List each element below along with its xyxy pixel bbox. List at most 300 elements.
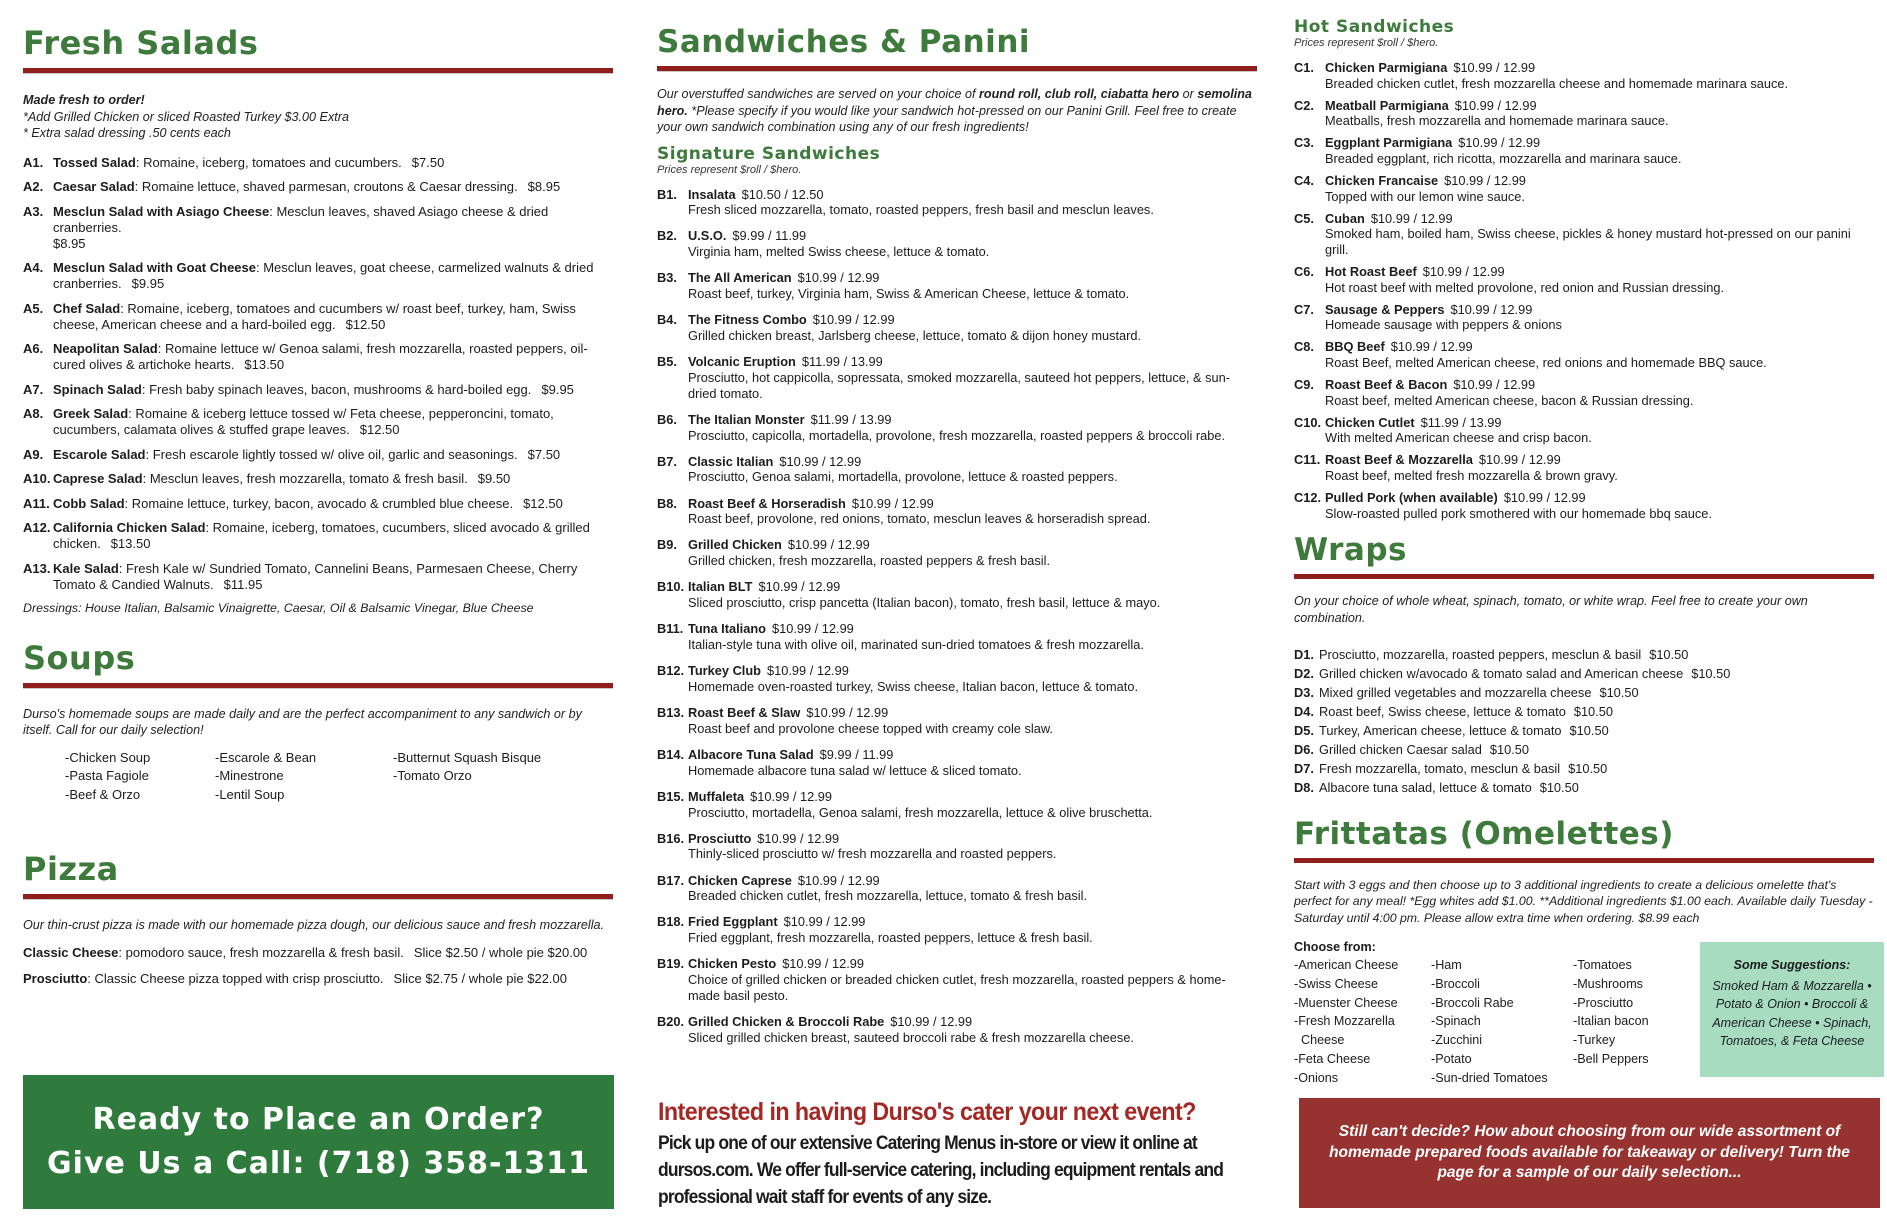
item-body (688, 831, 1056, 863)
item-name: Greek Salad (53, 406, 129, 421)
order-call-box (23, 1075, 614, 1209)
item-head (688, 270, 1129, 286)
item-head (688, 914, 1093, 930)
salads-list (23, 155, 613, 593)
item-code: B12. (657, 663, 685, 679)
item-price: $10.99 / 12.99 (806, 704, 889, 720)
item-code: A1. (23, 154, 44, 170)
intro-text: or (1179, 87, 1198, 101)
soups-intro: Durso's homemade soups are made daily and are the perfect accompaniment to any sandwich or by itself. Call for our daily selection! (23, 706, 582, 737)
ingredient-item: -Sun-dried Tomatoes (1431, 1070, 1548, 1085)
salad-item (23, 204, 613, 252)
sandwich-item (657, 312, 1257, 344)
item-desc: : Fresh Kale w/ Sundried Tomato, Cannelini Beans, Parmesaen Cheese, Cherry Tomato & Candied Walnuts. (53, 560, 578, 592)
item-price: $10.99 / 12.99 (1503, 490, 1586, 506)
sandwich-item (657, 1014, 1257, 1046)
item-head (688, 621, 1144, 637)
item-price: $10.50 (1568, 760, 1608, 776)
item-code: B1. (657, 186, 677, 202)
item-name: Spinach Salad (53, 381, 142, 397)
item-desc: : Romaine lettuce, turkey, bacon, avocado & crumbled blue cheese. (124, 495, 514, 511)
item-desc: Roast beef, provolone, red onions, tomato, mesclun leaves & horseradish spread. (688, 511, 1151, 527)
item-code: A12. (23, 520, 51, 535)
item-desc: Homemade oven-roasted turkey, Swiss cheese, Italian bacon, lettuce & tomato. (688, 678, 1139, 694)
item-code: A8. (23, 406, 44, 421)
item-head (688, 663, 1138, 679)
item-price: $12.50 (523, 495, 563, 511)
item-name: Roast Beef & Bacon (1325, 377, 1448, 393)
frittatas-title: Frittatas (Omelettes) (1294, 815, 1674, 852)
item-desc: With melted American cheese and crisp bacon. (1325, 430, 1592, 446)
item-name: Cuban (1325, 210, 1365, 226)
item-desc: Roast beef, turkey, Virginia ham, Swiss & American Cheese, lettuce & tomato. (688, 286, 1130, 302)
item-name: Chef Salad (53, 300, 121, 316)
item-name: Neapolitan Salad (53, 341, 158, 356)
item-desc: Sliced prosciutto, crisp pancetta (Italian bacon), tomato, fresh basil, lettuce & mayo. (688, 595, 1161, 611)
item-price: $9.99 / 11.99 (819, 746, 894, 762)
item-code: A11. (23, 495, 50, 511)
salads-rule (23, 68, 613, 74)
item-name: Prosciutto (23, 970, 88, 986)
item-desc: Smoked ham, boiled ham, Swiss cheese, pickles & honey mustard hot-pressed on our panini grill. (1325, 226, 1851, 257)
item-name: Chicken Caprese (688, 872, 792, 888)
item-code: B5. (657, 354, 677, 370)
ingredient-item: -Tomatoes (1573, 958, 1632, 973)
item-code: D3. (1294, 685, 1314, 701)
item-code: A7. (23, 381, 44, 397)
item-price: $10.99 / 12.99 (1453, 60, 1536, 75)
item-head (688, 537, 1050, 553)
ingredient-item: -Onions (1294, 1070, 1339, 1085)
item-name: Hot Roast Beef (1325, 264, 1417, 280)
item-price: Slice $2.50 / whole pie $20.00 (413, 944, 588, 960)
item-code: C10. (1294, 414, 1322, 430)
sandwich-item (657, 663, 1257, 695)
item-price: $10.99 / 12.99 (758, 579, 841, 595)
item-desc: Grilled chicken w/avocado & tomato salad and American cheese (1319, 666, 1684, 682)
item-price: $11.99 / 13.99 (801, 354, 883, 370)
item-name: The Italian Monster (688, 411, 805, 427)
item-code: B20. (657, 1014, 685, 1030)
ingredients-col-1 (1294, 956, 1431, 1088)
sandwich-item (657, 187, 1257, 219)
wrap-item (1294, 722, 1874, 741)
hot-item (1294, 490, 1874, 521)
item-name: Cobb Salad (53, 495, 125, 511)
salad-item (23, 301, 613, 333)
hot-item (1294, 264, 1874, 295)
item-name: Roast Beef & Horseradish (688, 495, 846, 511)
item-desc: Roast beef, Swiss cheese, lettuce & tomato (1319, 704, 1566, 720)
item-price: $10.99 / 12.99 (782, 956, 865, 972)
wraps-title: Wraps (1294, 532, 1407, 569)
item-head (688, 831, 1056, 847)
item-desc: Turkey, American cheese, lettuce & tomato (1319, 722, 1562, 738)
item-body (688, 354, 1257, 401)
sandwich-item (657, 270, 1257, 302)
soup-item: -Pasta Fagiole (65, 768, 149, 783)
catering-promo (658, 1098, 1270, 1211)
item-desc: : Mesclun leaves, goat cheese, carmelized walnuts & dried cranberries. (53, 260, 594, 291)
soup-item (393, 786, 593, 805)
sandwiches-intro (657, 86, 1257, 136)
item-desc: : Romaine lettuce w/ Genoa salami, fresh mozzarella, roasted peppers, oil-cured olives & artichoke hearts. (53, 341, 588, 372)
hot-list (1294, 60, 1874, 521)
column-salads (23, 0, 613, 992)
item-desc: Sliced grilled chicken breast, sauteed broccoli rabe & fresh mozzarella cheese. (688, 1029, 1134, 1045)
item-head (688, 496, 1150, 512)
hot-item (1294, 415, 1874, 446)
soup-item: -Lentil Soup (215, 786, 285, 802)
item-price: $10.99 / 12.99 (797, 872, 880, 888)
sandwich-item (657, 914, 1257, 946)
pizza-rule (23, 894, 613, 900)
signature-note: Prices represent $roll / $hero. (657, 163, 802, 176)
pizza-item (23, 966, 613, 992)
item-code: D4. (1294, 704, 1314, 720)
ingredient-item: -Zucchini (1431, 1033, 1483, 1048)
soup-item: -Minestrone (215, 768, 284, 783)
ingredient-item: -Potato (1431, 1052, 1472, 1067)
item-desc: : Romaine & iceberg lettuce tossed w/ Feta cheese, pepperoncini, tomato, cucumbers, calamata olives & stuffed grape leaves. (53, 406, 554, 437)
soup-item: -Escarole & Bean (215, 749, 317, 765)
item-desc: : Romaine, iceberg, tomatoes and cucumbers. (135, 154, 402, 170)
item-body (1325, 98, 1669, 129)
item-body (1325, 173, 1526, 204)
item-code: A5. (23, 300, 44, 316)
item-body (1319, 665, 1730, 684)
hot-item (1294, 339, 1874, 370)
item-head (688, 873, 1087, 889)
item-body (1325, 452, 1618, 483)
salad-item (23, 471, 613, 487)
choose-label: Choose from: (1294, 940, 1376, 955)
item-desc: Breaded chicken cutlet, fresh mozzarella cheese and homemade marinara sauce. (1325, 75, 1789, 91)
item-name: Muffaleta (688, 788, 745, 804)
item-body (1319, 703, 1613, 722)
item-price: $10.99 / 12.99 (750, 788, 833, 804)
intro-bread-options: round roll, club roll, ciabatta hero (979, 87, 1180, 101)
item-head (688, 312, 1141, 328)
item-name: Classic Italian (688, 453, 774, 469)
item-code: C7. (1294, 301, 1314, 317)
wraps-intro: On your choice of whole wheat, spinach, tomato, or white wrap. Feel free to create your own combination. (1294, 594, 1808, 625)
item-price: $10.99 / 12.99 (890, 1014, 973, 1030)
item-head (688, 412, 1225, 428)
hot-item (1294, 452, 1874, 483)
item-desc: : Fresh baby spinach leaves, bacon, mushrooms & hard-boiled egg. (141, 381, 532, 397)
item-price: $10.50 (1649, 647, 1689, 663)
intro-text: *Please specify if you would like your sandwich hot-pressed on our Panini Grill. Feel free to create your own sandwich combination using any of our fresh ingredients! (657, 103, 1237, 134)
sandwiches-rule (657, 66, 1257, 72)
order-line-1: Ready to Place an Order? (92, 1102, 545, 1137)
item-price: $10.99 / 12.99 (851, 495, 934, 511)
column-sandwiches (657, 0, 1257, 1056)
item-desc: Albacore tuna salad, lettuce & tomato (1319, 779, 1532, 795)
item-desc: Homeade sausage with peppers & onions (1325, 317, 1562, 333)
item-code: C5. (1294, 210, 1314, 226)
item-name: Albacore Tuna Salad (688, 746, 814, 762)
item-head (1325, 452, 1618, 468)
hot-note: Prices represent $roll / $hero. (1294, 37, 1439, 49)
item-price: $7.50 (527, 446, 561, 462)
item-price: $11.95 (223, 576, 263, 592)
item-body (1325, 135, 1681, 166)
item-desc: Homemade albacore tuna salad w/ lettuce & sliced tomato. (688, 762, 1022, 778)
item-name: California Chicken Salad (53, 520, 206, 535)
item-desc: Grilled chicken breast, Jarlsberg cheese, lettuce, tomato & dijon honey mustard. (688, 327, 1142, 343)
item-price: $9.95 (131, 276, 165, 291)
item-name: Grilled Chicken & Broccoli Rabe (688, 1014, 885, 1030)
ingredient-item: -Broccoli Rabe (1431, 995, 1514, 1010)
item-head (688, 747, 1022, 763)
item-body (688, 663, 1138, 695)
item-price: $13.50 (110, 536, 151, 551)
item-body (688, 873, 1087, 905)
item-desc: : Mesclun leaves, fresh mozzarella, tomato & fresh basil. (142, 471, 468, 486)
item-desc: Prosciutto, Genoa salami, mortadella, provolone, lettuce & roasted peppers. (688, 469, 1118, 485)
item-head (688, 789, 1152, 805)
item-head (1325, 302, 1562, 318)
item-name: Kale Salad (53, 560, 119, 576)
item-body (688, 412, 1225, 444)
item-price: $10.50 (1599, 685, 1639, 701)
item-desc: : Mesclun leaves, shaved Asiago cheese & dried cranberries. (53, 203, 549, 235)
pizza-intro: Our thin-crust pizza is made with our homemade pizza dough, our delicious sauce and fresh mozzarella. (23, 918, 604, 932)
item-body (688, 789, 1152, 821)
item-body (1319, 760, 1607, 779)
item-code: C2. (1294, 97, 1314, 113)
item-head (1325, 415, 1592, 431)
item-desc: Prosciutto, hot cappicolla, sopressata, smoked mozzarella, sauteed hot peppers, lettuce, & sun-dried tomato. (688, 369, 1231, 401)
catering-body: Pick up one of our extensive Catering Menus in-store or view it online at dursos.com. We offer full-service catering, including equipment rentals and professional wait staff for events of any size. (658, 1133, 1224, 1208)
item-code: B4. (657, 312, 677, 328)
salads-notes (23, 92, 613, 142)
wrap-item (1294, 760, 1874, 779)
item-code: B18. (657, 914, 685, 930)
item-head (1325, 135, 1681, 151)
soup-item: -Tomato Orzo (393, 768, 472, 783)
ingredient-item: -Spinach (1431, 1014, 1481, 1029)
hot-item (1294, 135, 1874, 166)
item-body (1319, 722, 1609, 741)
item-price: $10.99 / 12.99 (797, 270, 880, 286)
item-price: $10.99 / 12.99 (757, 830, 840, 846)
item-price: $9.50 (477, 471, 511, 486)
hot-item (1294, 302, 1874, 333)
item-price: $8.95 (527, 179, 561, 194)
item-code: B13. (657, 704, 685, 720)
item-price: $10.99 / 12.99 (783, 914, 866, 930)
item-name: Mesclun Salad with Asiago Cheese (53, 203, 270, 219)
item-body (688, 1014, 1134, 1046)
ingredient-item: -Turkey (1573, 1033, 1616, 1048)
item-desc: Grilled chicken, fresh mozzarella, roasted peppers & fresh basil. (688, 553, 1051, 569)
sandwich-item (657, 873, 1257, 905)
item-head (688, 354, 1257, 370)
item-body (1319, 741, 1529, 760)
item-desc: Fresh sliced mozzarella, tomato, roasted peppers, fresh basil and mesclun leaves. (688, 202, 1154, 218)
frittatas-intro: Start with 3 eggs and then choose up to 3 additional ingredients to create a delicious omelette that's perfect for any meal! *Egg whites add $1.00. **Additional ingredients $1.00 each. Available daily Tuesday - Saturday until 4:00 pm. Please allow extra time when ordering. $8.99 each (1294, 877, 1873, 925)
item-body (1325, 60, 1788, 91)
item-price: $10.99 / 12.99 (1390, 339, 1473, 355)
item-head (688, 454, 1118, 470)
item-price: $10.99 / 12.99 (771, 621, 854, 637)
item-body (688, 496, 1150, 528)
sandwich-item (657, 354, 1257, 401)
item-desc: : Romaine, iceberg, tomatoes, cucumbers, sliced avocado & grilled chicken. (53, 520, 590, 551)
item-price: $10.50 (1573, 704, 1613, 720)
wraps-list (1294, 646, 1874, 797)
item-body (688, 312, 1141, 344)
item-price: $10.99 / 12.99 (1453, 377, 1536, 393)
sandwich-item (657, 579, 1257, 611)
item-body (688, 579, 1160, 611)
item-head (1325, 211, 1874, 227)
item-head (1325, 173, 1526, 189)
item-name: Chicken Cutlet (1325, 414, 1415, 430)
salads-note-2: *Add Grilled Chicken or sliced Roasted Turkey $3.00 Extra (23, 109, 349, 124)
item-code: D2. (1294, 666, 1314, 682)
item-name: Fried Eggplant (688, 914, 778, 930)
item-desc: Meatballs, fresh mozzarella and homemade marinara sauce. (1325, 113, 1669, 129)
sandwiches-title: Sandwiches & Panini (657, 24, 1031, 60)
item-desc: Fresh mozzarella, tomato, mesclun & basil (1319, 760, 1561, 776)
soup-item: -Beef & Orzo (65, 786, 141, 802)
item-desc: : Fresh escarole lightly tossed w/ olive oil, garlic and seasonings. (145, 446, 518, 462)
item-price: $10.99 / 12.99 (1458, 135, 1541, 151)
intro-bread-options: semolina hero. (657, 87, 1252, 118)
item-desc: : pomodoro sauce, fresh mozzarella & fresh basil. (118, 944, 404, 960)
item-price: $9.95 (541, 381, 574, 397)
item-name: Grilled Chicken (688, 537, 782, 553)
item-price: $13.50 (244, 357, 285, 372)
item-name: Chicken Pesto (688, 956, 777, 972)
wrap-item (1294, 665, 1874, 684)
pizza-title: Pizza (23, 850, 119, 888)
hot-title: Hot Sandwiches (1294, 17, 1455, 37)
item-code: D8. (1294, 779, 1314, 795)
item-desc: Grilled chicken Caesar salad (1319, 741, 1482, 757)
item-name: Roast Beef & Slaw (688, 704, 801, 720)
order-phone-line: Give Us a Call: (718) 358-1311 (47, 1146, 590, 1181)
item-code: C3. (1294, 135, 1314, 151)
item-name: Insalata (688, 186, 736, 202)
item-code: C6. (1294, 264, 1314, 280)
item-desc: Breaded eggplant, rich ricotta, mozzarella and marinara sauce. (1325, 150, 1682, 166)
item-desc: Roast Beef, melted American cheese, red onions and homemade BBQ sauce. (1325, 355, 1767, 370)
item-body (688, 747, 1022, 779)
item-desc: Prosciutto, capicolla, mortadella, provolone, fresh mozzarella, roasted peppers & broccoli rabe. (688, 427, 1226, 443)
item-code: B14. (657, 746, 685, 762)
item-desc: Roast beef, melted fresh mozzarella & brown gravy. (1325, 468, 1618, 484)
sandwich-item (657, 956, 1257, 1003)
sandwich-item (657, 621, 1257, 653)
item-desc: Hot roast beef with melted provolone, red onion and Russian dressing. (1325, 279, 1725, 295)
item-code: A13. (23, 560, 51, 576)
item-code: B17. (657, 872, 685, 888)
item-name: Chicken Francaise (1325, 173, 1439, 189)
item-body (688, 914, 1093, 946)
item-desc: Roast beef and provolone cheese topped with creamy cole slaw. (688, 720, 1053, 736)
item-head (688, 228, 989, 244)
item-name: Mesclun Salad with Goat Cheese (53, 260, 256, 275)
ingredient-item: -American Cheese (1294, 958, 1399, 973)
soup-item: -Chicken Soup (65, 749, 151, 765)
item-name: Roast Beef & Mozzarella (1325, 452, 1473, 468)
item-head (1325, 339, 1767, 355)
item-name: Prosciutto (688, 830, 752, 846)
soups-title: Soups (23, 638, 136, 677)
salad-item (23, 179, 613, 195)
item-head (688, 956, 1257, 972)
sandwich-item (657, 496, 1257, 528)
item-price: $12.50 (345, 316, 386, 332)
item-body (1325, 211, 1874, 258)
item-price: Slice $2.75 / whole pie $22.00 (393, 970, 568, 986)
suggestions-box (1700, 942, 1884, 1077)
decide-text: Still can't decide? How about choosing from our wide assortment of homemade prepared foods available for takeaway or delivery! Turn the page for a sample of our daily selection... (1329, 1123, 1850, 1182)
item-desc: Breaded chicken cutlet, fresh mozzarella, lettuce, tomato & fresh basil. (688, 888, 1088, 904)
item-desc: Topped with our lemon wine sauce. (1325, 188, 1525, 204)
item-head (688, 579, 1160, 595)
item-body (688, 705, 1053, 737)
salad-item (23, 520, 613, 552)
item-price: $12.50 (359, 422, 400, 437)
item-name: Caesar Salad (53, 179, 135, 194)
ingredient-item: -Broccoli (1431, 976, 1480, 991)
sandwich-item (657, 705, 1257, 737)
column-hot-wraps (1294, 0, 1874, 1088)
item-price: $10.99 / 12.99 (1454, 97, 1537, 113)
item-code: A3. (23, 203, 44, 219)
salad-item (23, 561, 613, 593)
item-code: C4. (1294, 173, 1314, 189)
dressings-line: Dressings: House Italian, Balsamic Vinaigrette, Caesar, Oil & Balsamic Vinegar, Blue Cheese (23, 601, 534, 615)
item-body (688, 270, 1129, 302)
item-head (1325, 490, 1712, 506)
sandwich-item (657, 454, 1257, 486)
ingredient-item: -Muenster Cheese (1294, 995, 1398, 1010)
item-price: $10.99 / 12.99 (1450, 301, 1533, 317)
item-name: Tuna Italiano (688, 621, 766, 637)
item-code: D7. (1294, 760, 1314, 776)
item-price: $7.50 (411, 154, 445, 170)
item-code: A9. (23, 446, 44, 462)
item-code: B11. (657, 621, 684, 637)
item-head (1325, 377, 1693, 393)
item-code: A6. (23, 341, 44, 356)
sandwich-item (657, 747, 1257, 779)
item-code: B9. (657, 537, 677, 553)
item-name: The All American (688, 270, 792, 286)
item-code: C9. (1294, 377, 1314, 393)
item-head (1325, 264, 1724, 280)
item-name: Meatball Parmigiana (1325, 97, 1449, 113)
ingredient-item: Cheese (1294, 1033, 1345, 1048)
ingredient-item: -Fresh Mozzarella (1294, 1014, 1395, 1029)
item-code: B8. (657, 495, 677, 511)
item-desc: Slow-roasted pulled pork smothered with our homemade bbq sauce. (1325, 505, 1712, 521)
item-body (688, 621, 1144, 653)
item-code: B2. (657, 228, 677, 244)
item-price: $10.99 / 12.99 (1370, 210, 1453, 226)
item-code: A10. (23, 471, 51, 486)
ingredients-col-2 (1431, 956, 1573, 1088)
item-code: B10. (657, 579, 685, 595)
item-price: $10.99 / 12.99 (1444, 173, 1526, 189)
catering-title: Interested in having Durso's cater your next event? (658, 1098, 1196, 1126)
